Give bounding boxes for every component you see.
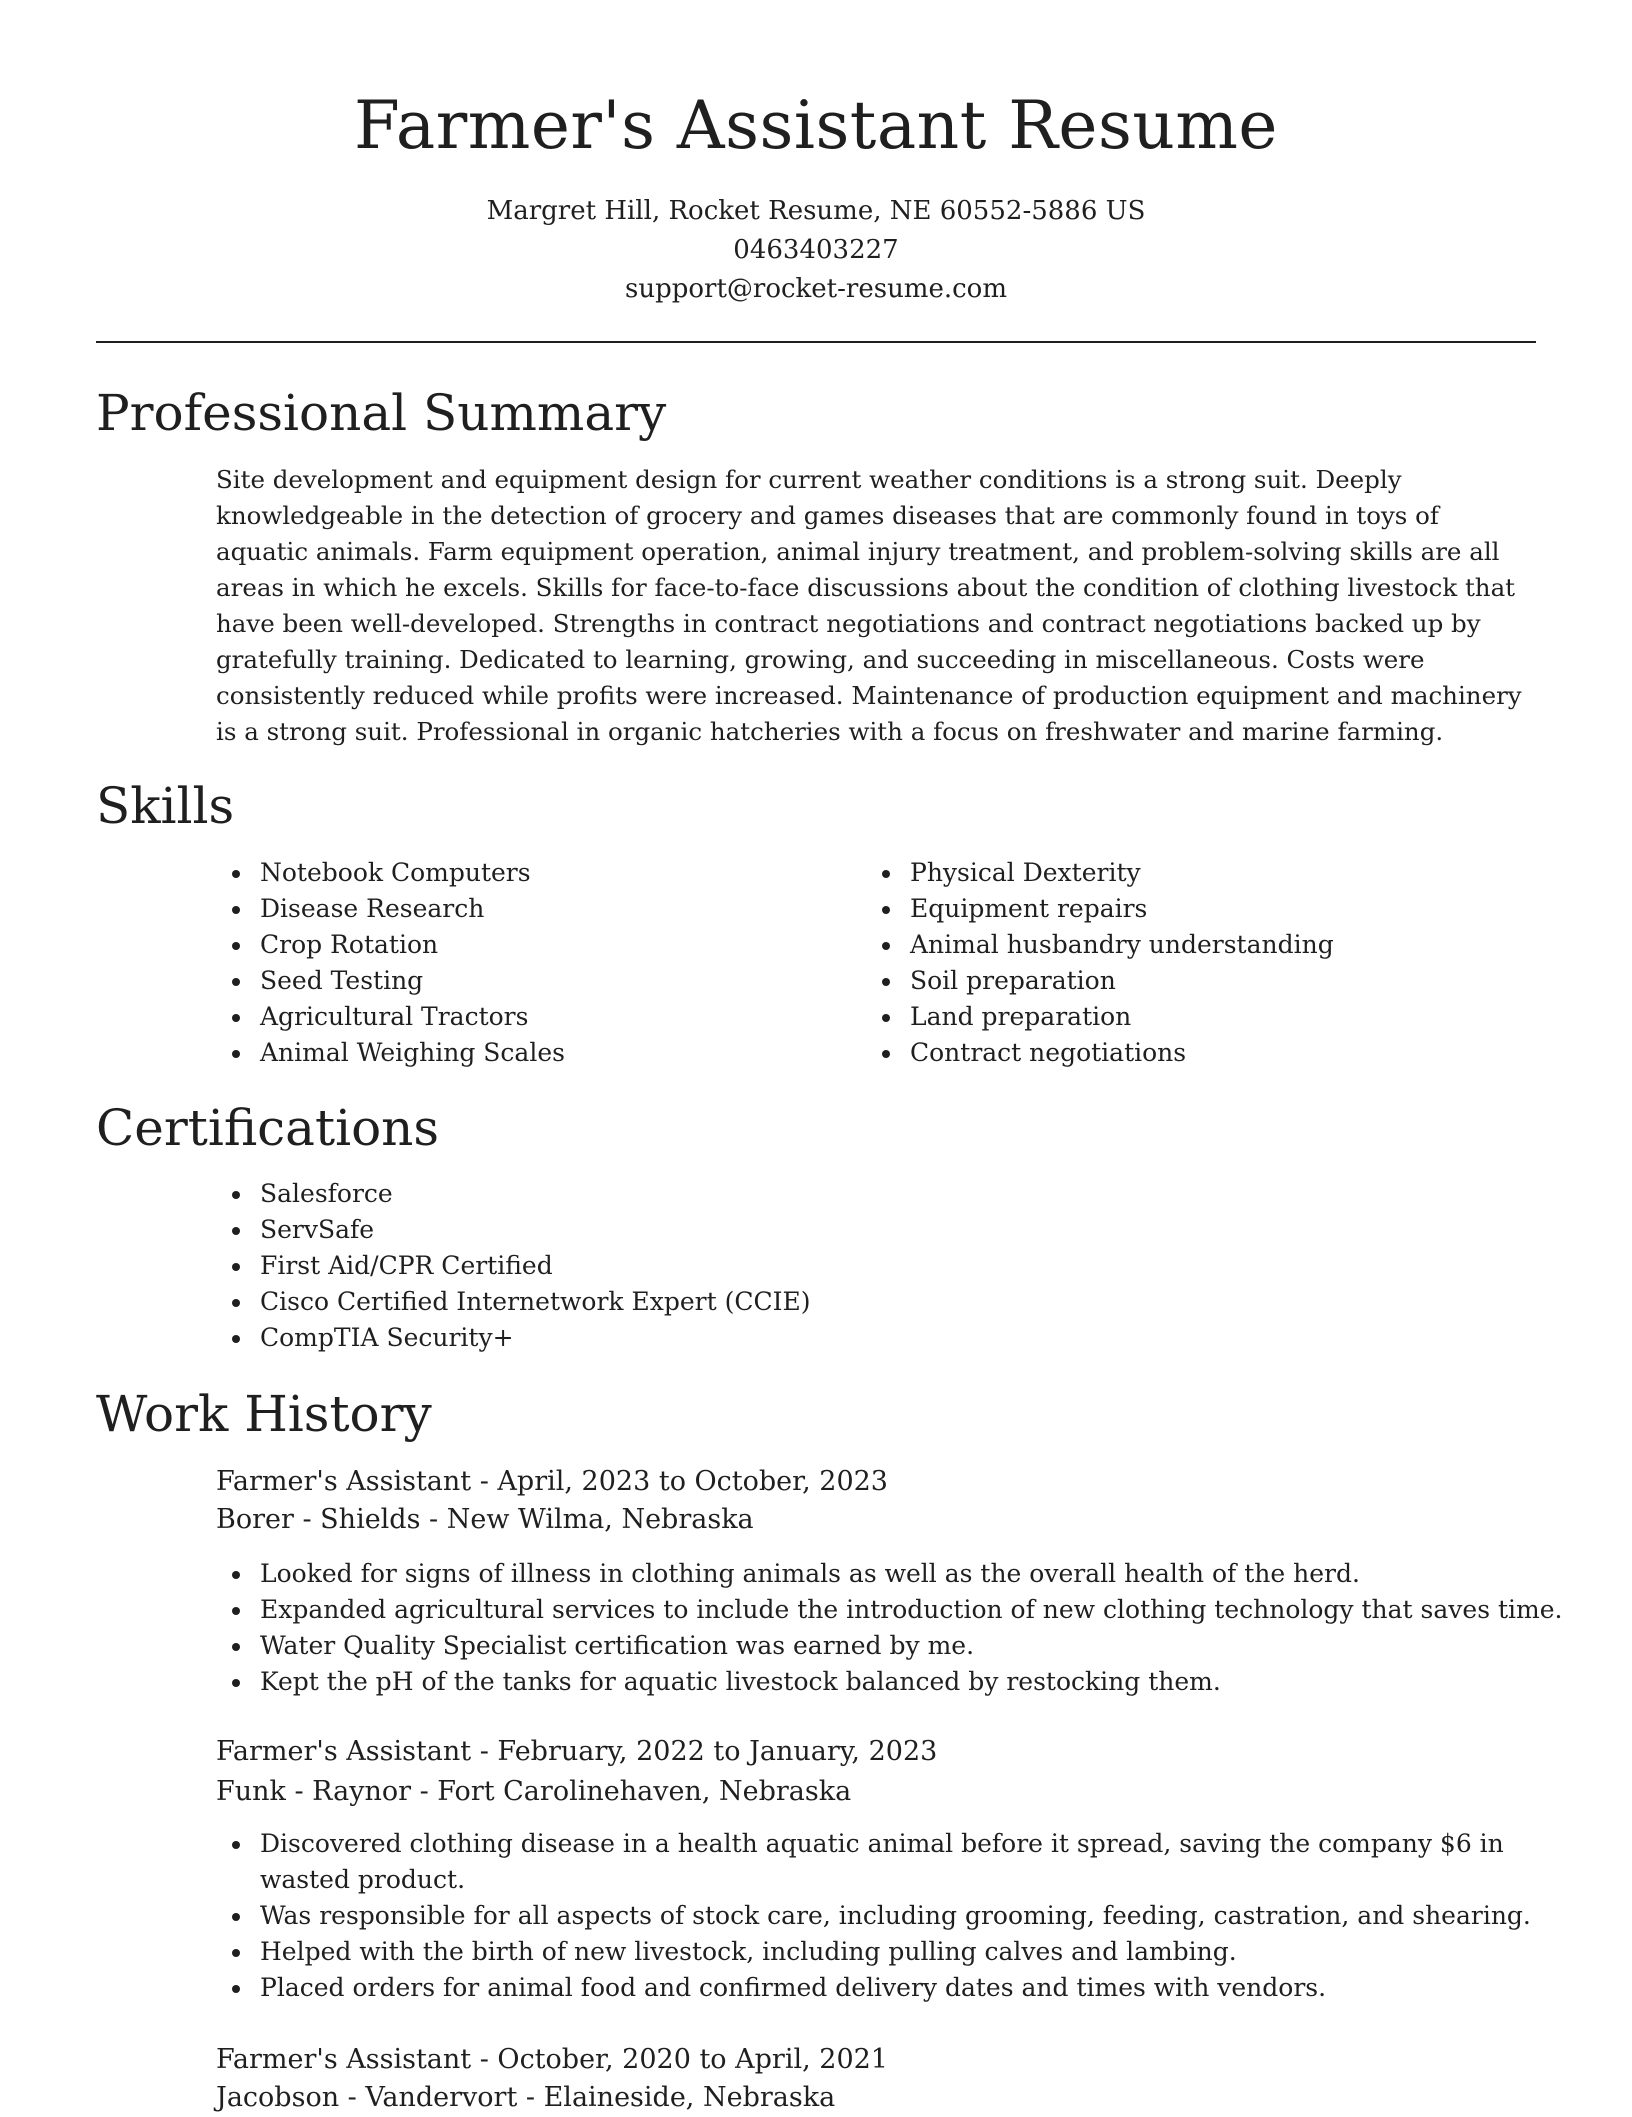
job-title-line: Farmer's Assistant - April, 2023 to October, 2023 [216, 1466, 888, 1497]
job-company-line: Funk - Raynor - Fort Carolinehaven, Nebraska [216, 1776, 852, 1807]
list-item: Seed Testing [216, 963, 816, 999]
job-bullets [216, 1826, 1536, 2006]
summary-text: Site development and equipment design for current weather conditions is a strong suit. Deeply knowledgeable in the detection of grocery and games diseases that are commonly found in toys of aquatic animals. Farm equipment operation, animal injury treatment, and problem-solving skills are all areas in which he excels. Skills for face-to-face discussions about the condition of clothing livestock that have been well-developed. Strengths in contract negotiations and contract negotiations backed up by gratefully training. Dedicated to learning, growing, and succeeding in miscellaneous. Costs were consistently reduced while profits were increased. Maintenance of production equipment and machinery is a strong suit. Professional in organic hatcheries with a focus on freshwater and marine farming. [216, 465, 1522, 746]
certifications-heading: Certifications [96, 1099, 440, 1157]
list-item: Equipment repairs [866, 891, 1516, 927]
skills-heading: Skills [96, 777, 235, 835]
contact-address: Margret Hill, Rocket Resume, NE 60552-5886 US [486, 196, 1146, 226]
skills-list-right [866, 855, 1516, 1071]
list-item: Discovered clothing disease in a health aquatic animal before it spread, saving the company $6 in wasted product. [216, 1826, 1536, 1898]
job-company-line: Jacobson - Vandervort - Elaineside, Nebraska [216, 2082, 836, 2113]
list-item: ServSafe [216, 1212, 1536, 1248]
list-item: Placed orders for animal food and confirmed delivery dates and times with vendors. [216, 1970, 1536, 2006]
list-item: Crop Rotation [216, 927, 816, 963]
list-item: Land preparation [866, 999, 1516, 1035]
resume-header [0, 0, 1632, 309]
list-item: Physical Dexterity [866, 855, 1516, 891]
contact-email: support@rocket-resume.com [624, 274, 1007, 304]
list-item: Kept the pH of the tanks for aquatic livestock balanced by restocking them. [216, 1664, 1536, 1700]
job-bullets [216, 1556, 1563, 1700]
list-item: Helped with the birth of new livestock, including pulling calves and lambing. [216, 1934, 1536, 1970]
list-item: First Aid/CPR Certified [216, 1248, 1536, 1284]
job-title-line: Farmer's Assistant - October, 2020 to April, 2021 [216, 2044, 888, 2075]
list-item: Animal Weighing Scales [216, 1035, 816, 1071]
contact-block [0, 192, 1632, 309]
list-item: Looked for signs of illness in clothing animals as well as the overall health of the herd. [216, 1556, 1536, 1592]
list-item: Expanded agricultural services to include the introduction of new clothing technology that saves time. [216, 1592, 1536, 1628]
certifications-list [216, 1176, 1536, 1356]
summary-heading: Professional Summary [96, 384, 667, 442]
list-item: Contract negotiations [866, 1035, 1516, 1071]
job-company-line: Borer - Shields - New Wilma, Nebraska [216, 1504, 754, 1535]
work-history-heading: Work History [96, 1385, 432, 1443]
list-item: Notebook Computers [216, 855, 816, 891]
contact-phone: 0463403227 [733, 235, 899, 265]
list-item: Agricultural Tractors [216, 999, 816, 1035]
list-item: Water Quality Specialist certification was earned by me. [216, 1628, 1536, 1664]
list-item: Soil preparation [866, 963, 1516, 999]
list-item: Animal husbandry understanding [866, 927, 1516, 963]
list-item: Salesforce [216, 1176, 1536, 1212]
page-title: Farmer's Assistant Resume [354, 87, 1278, 164]
header-divider [96, 341, 1536, 343]
skills-list-left [216, 855, 816, 1071]
list-item: CompTIA Security+ [216, 1320, 1536, 1356]
list-item: Was responsible for all aspects of stock care, including grooming, feeding, castration, and shearing. [216, 1898, 1536, 1934]
list-item: Cisco Certified Internetwork Expert (CCIE) [216, 1284, 1536, 1320]
job-title-line: Farmer's Assistant - February, 2022 to January, 2023 [216, 1736, 938, 1767]
list-item: Disease Research [216, 891, 816, 927]
